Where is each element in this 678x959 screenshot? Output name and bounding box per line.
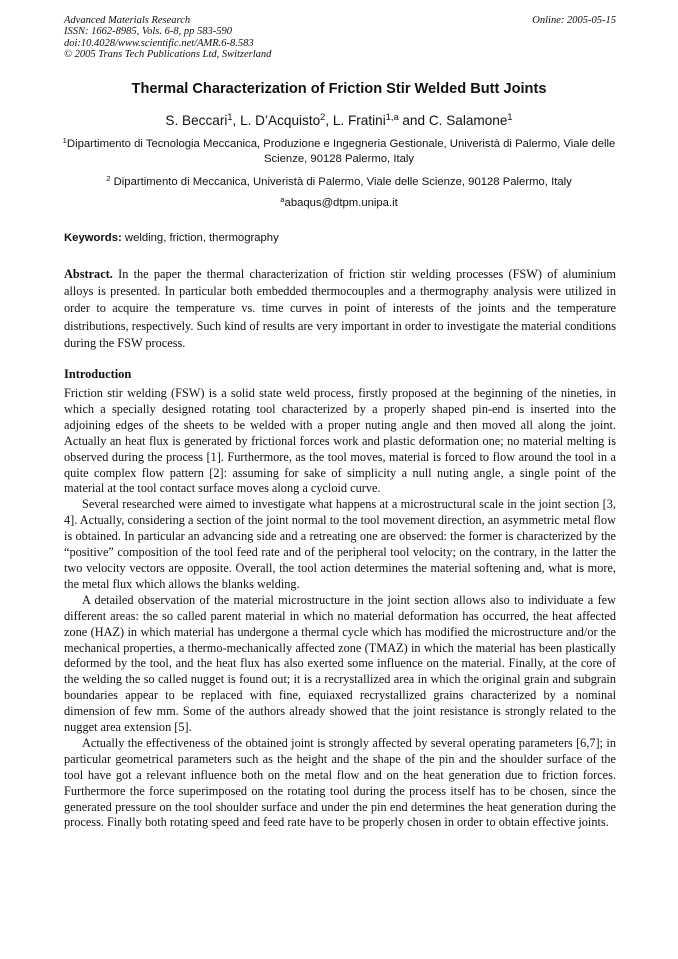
body-paragraph: Friction stir welding (FSW) is a solid state weld process, firstly proposed at the beginning of the nineties, in which a specially designed rotating tool characterized by a properly shaped pin-end is inserted into the adjoining edges of the sheets to be welded with a proper nuting angle and then moved all along the joint. Actually an heat flux is generated by frictional forces work and plastic deformation one; no material melting is observed during the process [1]. Furthermore, as the tool moves, material is forced to flow around the tool in a quite complex flow pattern [2]: assuming for sake of simplicity a null nuting angle, a single point of the material at the tool contact surface moves along a cycloid curve.: [64, 386, 616, 496]
section-heading-introduction: Introduction: [64, 367, 132, 381]
author-affiliation-mark: 2: [320, 111, 326, 122]
affiliation-text: Dipartimento di Tecnologia Meccanica, Produzione e Ingegneria Gestionale, Univeristà di Palermo, Viale delle Scienze, 90128 Palermo, Italy: [66, 138, 616, 165]
keywords-text: welding, friction, thermography: [121, 232, 279, 244]
introduction-body: [64, 386, 616, 831]
abstract-text: In the paper the thermal characterization of friction stir welding processes (FSW) of aluminium alloys is presented. In particular both embedded thermocouples and a thermography analysis were utilized in order to acquire the temperature vs. time curves in point of interests of the joints and the temperature distributions, respectively. Such kind of results are very important in order to investigate the material conditions during the FSW process.: [64, 267, 616, 350]
paper-title: Thermal Characterization of Friction Stir Welded Butt Joints: [131, 81, 547, 97]
doi-line: doi:10.4028/www.scientific.net/AMR.6-8.583: [64, 37, 254, 49]
affiliation-2: [60, 175, 618, 190]
email-address: abaqus@dtpm.unipa.it: [284, 197, 398, 209]
author-affiliation-mark: 1: [507, 111, 513, 122]
online-date: Online: 2005-05-15: [532, 15, 616, 26]
body-paragraph: Several researched were aimed to investigate what happens at a microstructural scale in the joint section [3, 4]. Actually, considering a section of the joint normal to the tool movement direction, an asymmetric metal flow is obtained. In particular an advancing side and a retreating one are observed: the former is characterized by the “positive” composition of the tool feed rate and of the peripheral tool velocity; on the contrary, in the latter the two velocity vectors are opposite. Overall, the tool action determines the material softening and, what is more, the metal flux which allows the blanks welding.: [64, 497, 616, 591]
author-name: S. Beccari: [165, 113, 228, 128]
author-name: , L. D’Acquisto: [232, 113, 321, 128]
keywords-label: Keywords:: [64, 232, 122, 244]
abstract-label: Abstract.: [64, 267, 113, 281]
body-paragraph: Actually the effectiveness of the obtained joint is strongly affected by several operating parameters [6,7]; in particular geometrical parameters such as the height and the shape of the pin and the shoulder surface of the tool have got a relevant influence both on the metal flow and on the heat generation due to friction forces. Furthermore the force superimposed on the rotating tool during the process itself has to be chosen, since the generated pressure on the tool shoulder surface and under the pin end determines the heat generation during the process. Finally both rotating speed and feed rate have to be properly chosen in order to obtain effective joints.: [64, 735, 616, 830]
body-paragraph: A detailed observation of the material microstructure in the joint section allows also to individuate a few different areas: the so called parent material in which no material deformation has occurred, the heat affected zone (HAZ) in which material has undergone a thermal cycle which has modified the microstructure and/or the mechanical properties, a thermo-mechanically affected zone (TMAZ) in which the material has been plastically deformed by the tool, and the heat flux has also exerted some influence on the material. Finally, at the core of the welding the so called nugget is found out; it is a recrystallized area in which the original grain and subgrain boundaries appear to be replaced with fine, equiaxed recrystallized grains characterized by a nominal dimension of few mm. Some of the authors already showed that the joint resistance is strongly related to the nugget area extension [5].: [64, 592, 616, 735]
affiliation-1: [60, 137, 618, 167]
keywords: [64, 232, 279, 244]
author-name: and C. Salamone: [398, 113, 508, 128]
author-list: [0, 113, 678, 128]
author-affiliation-mark: 1,a: [385, 111, 399, 122]
email-mark: a: [280, 194, 285, 204]
journal-header: [64, 15, 616, 61]
affiliation-text: Dipartimento di Meccanica, Univeristà di Palermo, Viale delle Scienze, 90128 Palermo, Italy: [110, 176, 572, 188]
abstract: [64, 266, 616, 352]
corresponding-email: [60, 196, 618, 211]
author-name: , L. Fratini: [325, 113, 386, 128]
affiliation-mark: 1: [62, 135, 67, 145]
author-affiliation-mark: 1: [227, 111, 233, 122]
affiliation-mark: 2: [106, 173, 111, 183]
copyright-line: © 2005 Trans Tech Publications Ltd, Switzerland: [64, 49, 272, 61]
journal-name: Advanced Materials Research: [64, 15, 191, 26]
issn-line: ISSN: 1662-8985, Vols. 6-8, pp 583-590: [64, 26, 232, 38]
